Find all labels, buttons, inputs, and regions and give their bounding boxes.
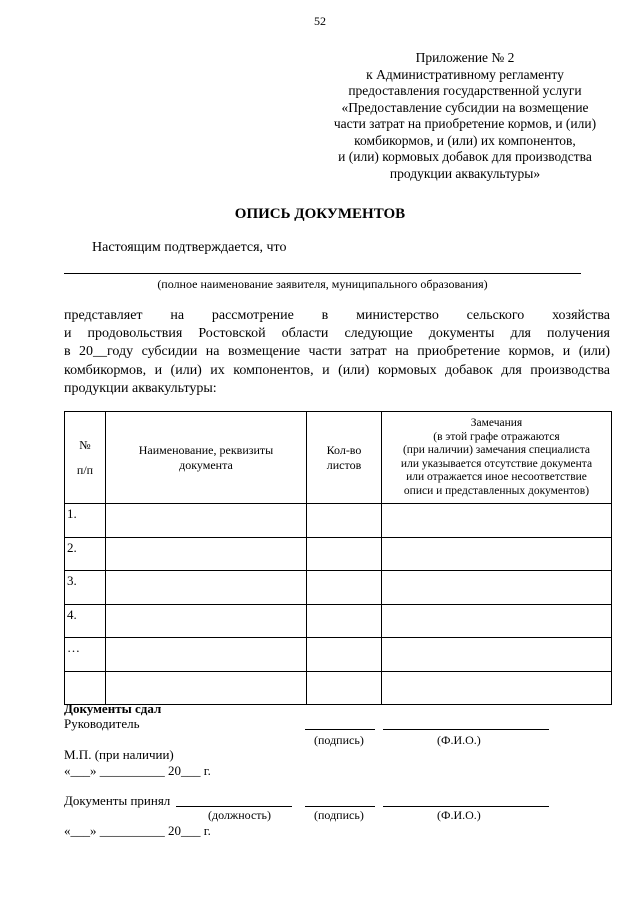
row-sheets-cell[interactable] — [307, 604, 382, 638]
row-document-cell[interactable] — [106, 537, 307, 571]
table-row — [65, 638, 612, 672]
appendix-line: комбикормов, и (или) их компонентов, — [354, 132, 576, 148]
remarks-line: или отражается иное несоответствие — [406, 471, 587, 483]
remarks-line: Замечания — [470, 417, 523, 429]
header-remarks — [382, 412, 612, 504]
appendix-line: и (или) кормовых добавок для производства — [338, 149, 592, 164]
table-row — [65, 537, 612, 571]
row-remarks-cell[interactable] — [382, 504, 612, 538]
row-remarks-cell[interactable] — [382, 571, 612, 605]
table-header-row — [65, 412, 612, 504]
appendix-header — [300, 50, 630, 182]
intro-paragraph — [64, 307, 610, 398]
row-number: 1. — [65, 504, 106, 538]
row-sheets-cell[interactable] — [307, 504, 382, 538]
remarks-line: (при наличии) замечания специалиста — [402, 444, 591, 456]
remarks-line: или указывается отсутствие документа — [400, 457, 593, 470]
applicant-name-line — [64, 273, 581, 274]
received-label: Документы принял — [64, 793, 171, 808]
stamp-label: М.П. (при наличии) — [64, 747, 174, 762]
submitted-heading: Документы сдал — [64, 701, 162, 716]
table-row — [65, 671, 612, 705]
received-position-line[interactable] — [176, 806, 292, 807]
row-remarks-cell[interactable] — [382, 638, 612, 672]
row-sheets-cell[interactable] — [307, 571, 382, 605]
paragraph-line: комбикормов, и (или) их компонентов, и (или) кормовых добавок для производства — [64, 362, 610, 378]
row-document-cell[interactable] — [106, 504, 307, 538]
header-number-pp: п/п — [76, 462, 94, 477]
table-row — [65, 504, 612, 538]
paragraph-line: представляет на рассмотрение в министерство сельского хозяйства — [64, 308, 610, 323]
header-number-sign: № — [79, 438, 91, 452]
confirm-text: Настоящим подтверждается, что — [92, 240, 287, 255]
header-sheets: Кол-во листов — [307, 412, 382, 504]
appendix-line: части затрат на приобретение кормов, и (или) — [333, 116, 597, 131]
appendix-line: Приложение № 2 — [415, 50, 515, 65]
row-sheets-cell[interactable] — [307, 638, 382, 672]
paragraph-line: в 20__году субсидии на возмещение части затрат на приобретение кормов, и (или) — [64, 344, 610, 360]
appendix-line: к Административному регламенту — [366, 66, 564, 82]
row-document-cell[interactable] — [106, 671, 307, 705]
fio-caption: (Ф.И.О.) — [437, 733, 481, 747]
documents-table — [64, 411, 612, 705]
manager-label: Руководитель — [64, 716, 140, 731]
row-number: 4. — [65, 604, 106, 638]
row-remarks-cell[interactable] — [382, 671, 612, 705]
row-sheets-cell[interactable] — [307, 671, 382, 705]
signature-caption: (подпись) — [314, 808, 364, 822]
fio-caption: (Ф.И.О.) — [437, 808, 481, 822]
manager-fio-line[interactable] — [383, 729, 549, 730]
paragraph-line: продукции аквакультуры: — [64, 380, 217, 396]
table-row — [65, 571, 612, 605]
row-document-cell[interactable] — [106, 571, 307, 605]
remarks-line: (в этой графе отражаются — [433, 430, 560, 443]
row-document-cell[interactable] — [106, 604, 307, 638]
received-fio-line[interactable] — [383, 806, 549, 807]
appendix-line: предоставления государственной услуги — [348, 83, 582, 98]
row-number: 2. — [65, 537, 106, 571]
signature-caption: (подпись) — [314, 733, 364, 747]
row-number: … — [65, 638, 106, 672]
manager-signature-line[interactable] — [305, 729, 375, 730]
applicant-caption: (полное наименование заявителя, муниципального образования) — [157, 277, 488, 291]
received-date-line[interactable]: «___» __________ 20___ г. — [64, 823, 211, 838]
received-signature-line[interactable] — [305, 806, 375, 807]
appendix-line: «Предоставление субсидии на возмещение — [341, 99, 589, 115]
header-number — [65, 412, 106, 504]
position-caption: (должность) — [208, 808, 271, 822]
row-number: 3. — [65, 571, 106, 605]
paragraph-line: и продовольствия Ростовской области следующие документы для получения — [64, 326, 610, 342]
row-remarks-cell[interactable] — [382, 604, 612, 638]
remarks-line: описи и представленных документов) — [403, 484, 590, 497]
page-number: 52 — [314, 14, 326, 28]
submitted-date-line[interactable]: «___» __________ 20___ г. — [64, 763, 211, 778]
document-title: ОПИСЬ ДОКУМЕНТОВ — [234, 206, 406, 222]
table-row — [65, 604, 612, 638]
row-number — [65, 671, 106, 705]
row-document-cell[interactable] — [106, 638, 307, 672]
row-sheets-cell[interactable] — [307, 537, 382, 571]
header-name: Наименование, реквизиты документа — [106, 412, 307, 504]
row-remarks-cell[interactable] — [382, 537, 612, 571]
appendix-line: продукции аквакультуры» — [389, 165, 541, 181]
